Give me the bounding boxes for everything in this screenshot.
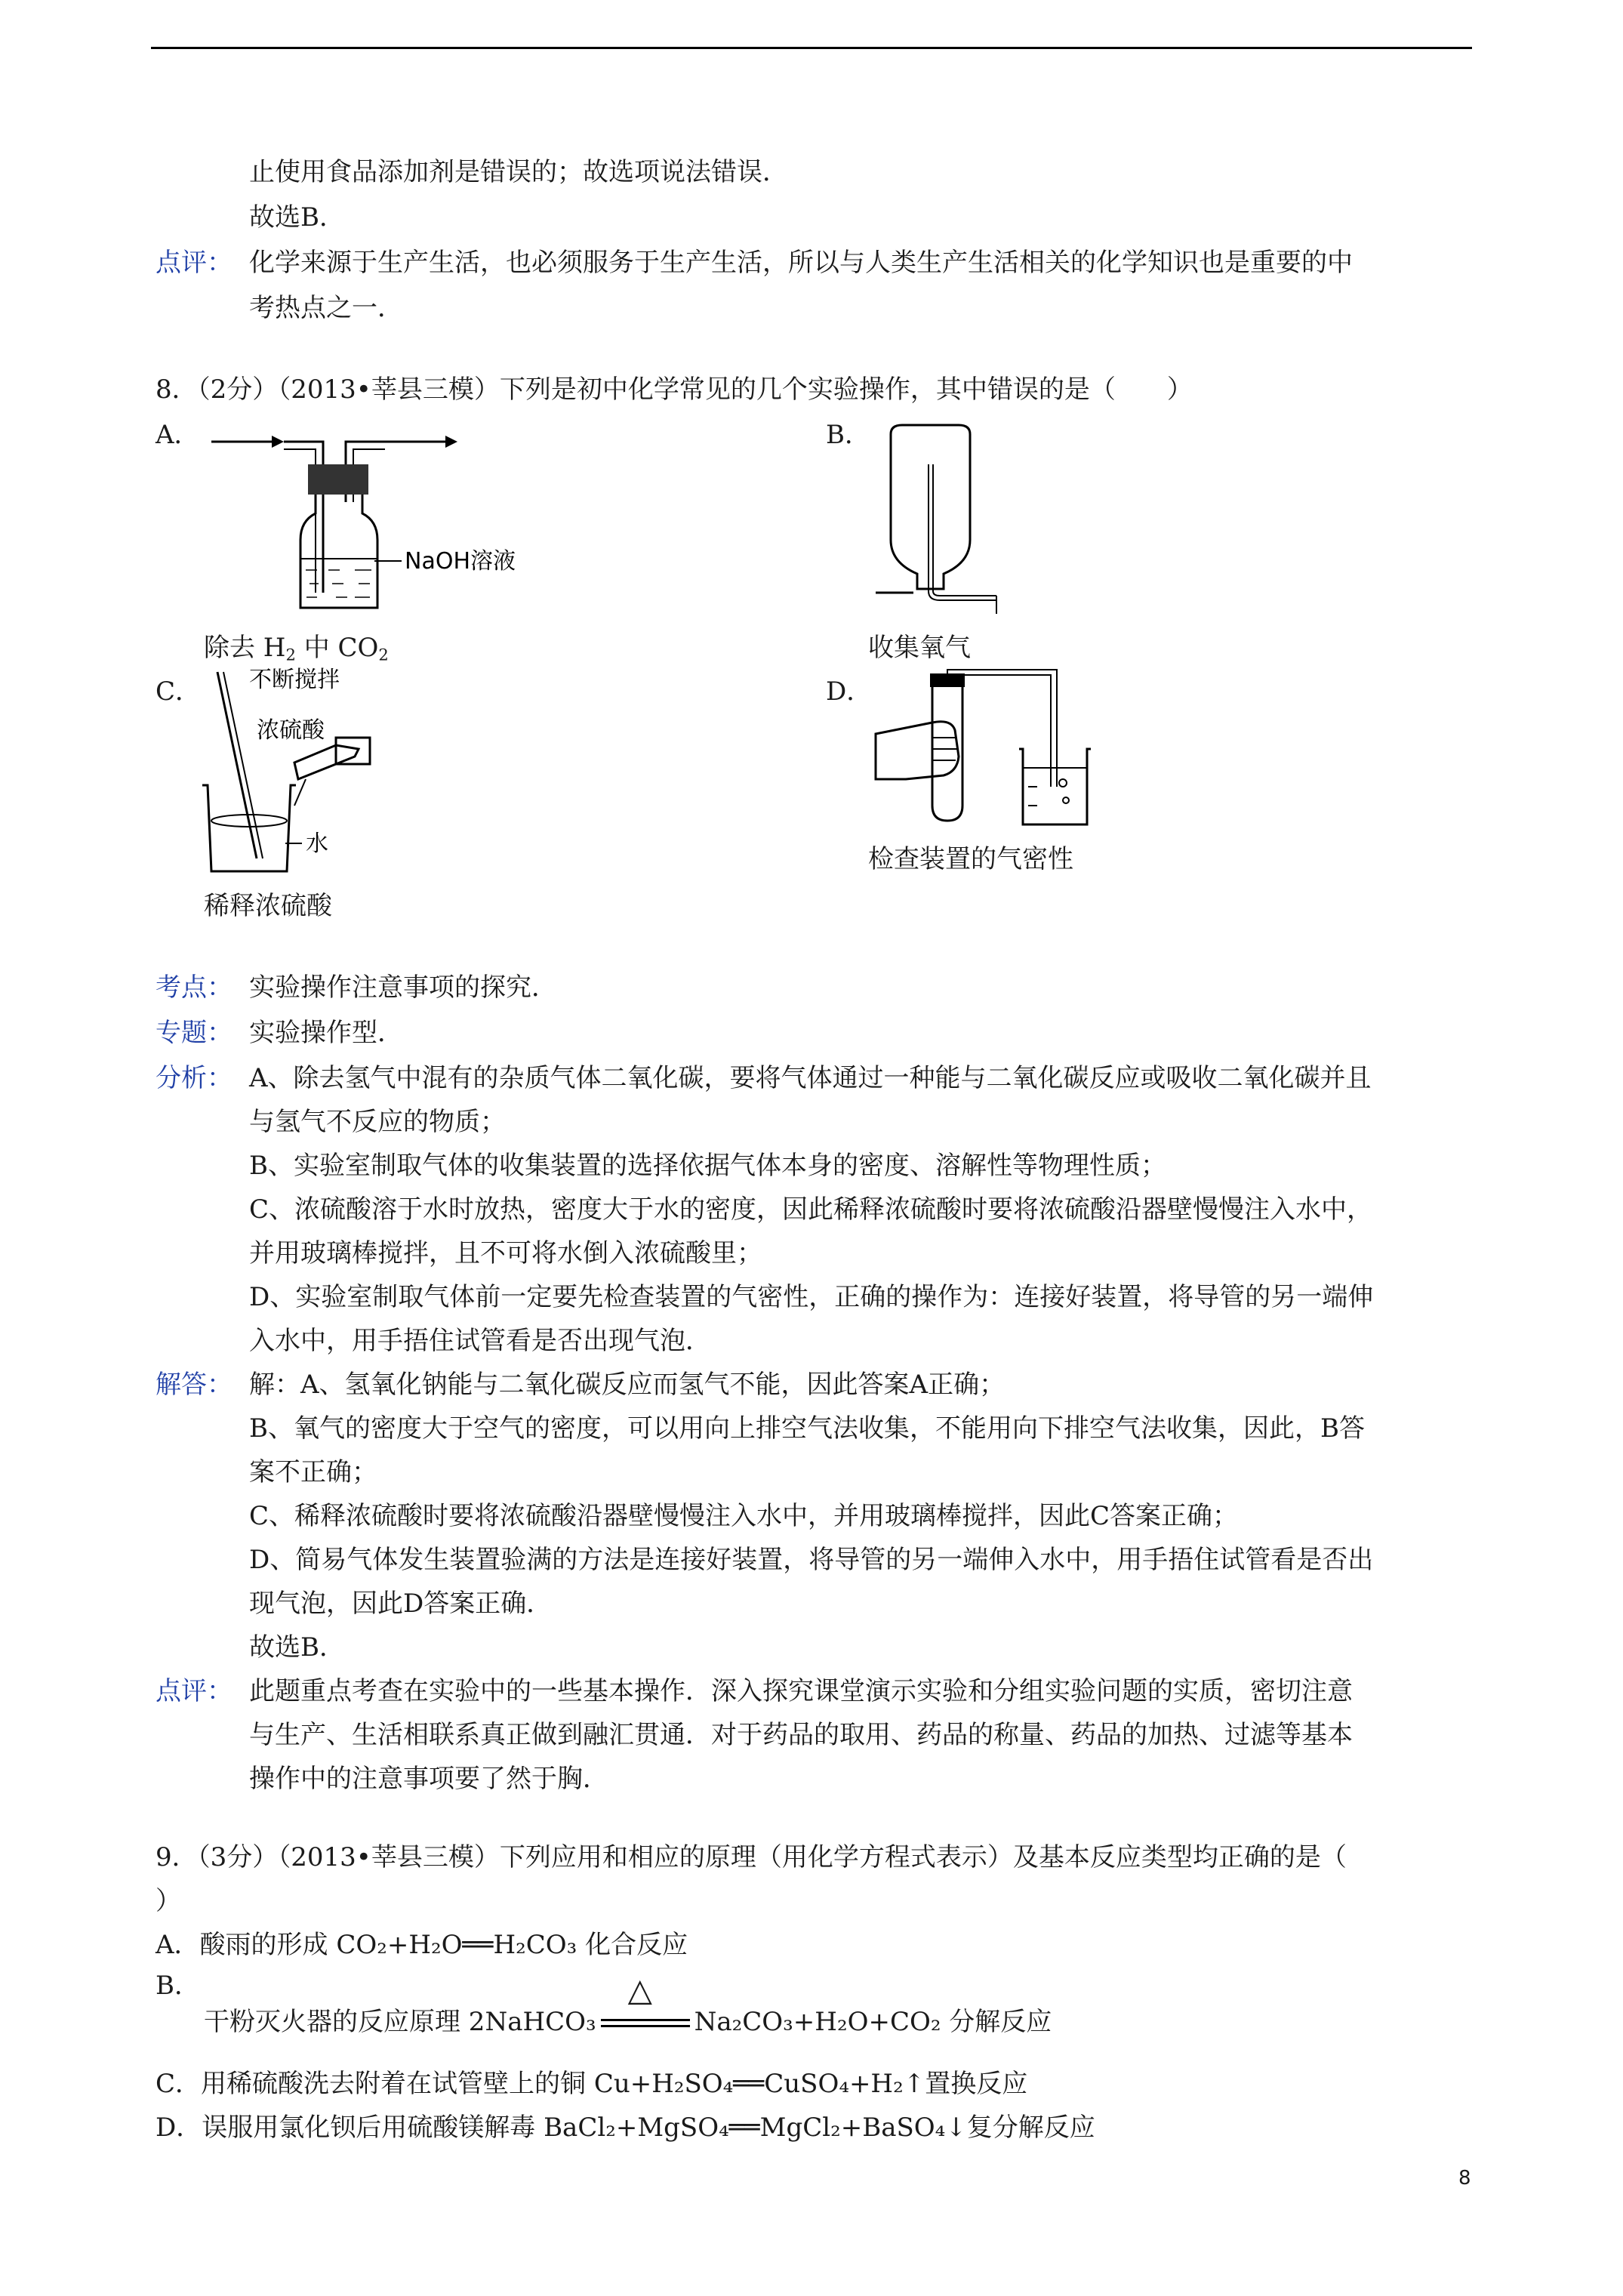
q9-stem-cont: ） <box>156 1886 181 1916</box>
fenxi-line: C、浓硫酸溶于水时放热，密度大于水的密度，因此稀释浓硫酸时要将浓硫酸沿器壁慢慢注入水中， <box>249 1194 1373 1225</box>
jieda-line: D、简易气体发生装置验满的方法是连接好装置，将导管的另一端伸入水中，用手捂住试管看是否出 <box>249 1545 1374 1575</box>
acid-label: 浓硫酸 <box>257 717 325 744</box>
jieda-line: 现气泡，因此D答案正确． <box>249 1589 553 1619</box>
q9-option-d <box>156 2113 1095 2143</box>
option-d-caption: 检查装置的气密性 <box>868 844 1073 874</box>
fenxi-line: 与氢气不反应的物质； <box>249 1107 506 1137</box>
kaodian-text: 实验操作注意事项的探究． <box>249 972 557 1003</box>
option-c-caption: 稀释浓硫酸 <box>204 891 332 921</box>
q7-dianping-line: 化学来源于生产生活，也必须服务于生产生活，所以与人类生产生活相关的化学知识也是重要的中 <box>249 248 1353 278</box>
caption-a-sub: 2 <box>285 645 296 664</box>
q8-option-b-letter: B． <box>826 420 870 450</box>
q7-dianping-line: 考热点之一． <box>249 293 403 323</box>
q9-c-text: 用稀硫酸洗去附着在试管壁上的铜 Cu+H₂SO₄══CuSO₄+H₂↑置换反应 <box>201 2069 1028 2099</box>
airtightness-check-figure <box>861 666 1110 832</box>
q9-a-letter: A． <box>156 1930 200 1960</box>
header-rule <box>151 47 1472 49</box>
caption-a-part: 除去 H <box>204 633 286 663</box>
kaodian-label: 考点： <box>156 972 233 1003</box>
equals-bar <box>601 2019 690 2027</box>
q7-answer: 故选B． <box>249 202 345 233</box>
heat-condition-sign <box>596 1971 694 2039</box>
q8-dianping-label: 点评： <box>156 1676 233 1706</box>
zhuanti-label: 专题： <box>156 1018 233 1048</box>
q9-b-reactant: 干粉灭火器的反应原理 2NaHCO₃ <box>204 2007 596 2037</box>
jieda-line: 故选B． <box>249 1632 345 1663</box>
q9-option-b-letter: B． <box>156 1971 200 2001</box>
q9-b-products: Na₂CO₃+H₂O+CO₂ 分解反应 <box>694 2007 1052 2037</box>
fenxi-line: 入水中，用手捂住试管看是否出现气泡． <box>249 1326 711 1356</box>
q9-option-b <box>204 1971 1052 2039</box>
fenxi-label: 分析： <box>156 1063 233 1093</box>
stir-label: 不断搅拌 <box>249 667 340 693</box>
q8-dianping-line: 与生产、生活相联系真正做到融汇贯通．对于药品的取用、药品的称量、药品的加热、过滤等基本 <box>249 1720 1353 1750</box>
fenxi-line: 并用玻璃棒搅拌，且不可将水倒入浓硫酸里； <box>249 1238 762 1268</box>
q7-dianping-label: 点评： <box>156 248 233 278</box>
q9-d-text: 误服用氯化钡后用硫酸镁解毒 BaCl₂+MgSO₄══MgCl₂+BaSO₄↓复分解反应 <box>202 2113 1095 2143</box>
jieda-line: 解：A、氢氧化钠能与二氧化碳反应而氢气不能，因此答案A正确； <box>249 1370 1006 1400</box>
zhuanti-text: 实验操作型． <box>249 1018 403 1048</box>
water-label: 水 <box>306 831 328 857</box>
fenxi-line: A、除去氢气中混有的杂质气体二氧化碳，要将气体通过一种能与二氧化碳反应或吸收二氧化碳并且 <box>249 1063 1372 1093</box>
q9-d-letter: D． <box>156 2113 202 2143</box>
q9-stem: 9．（3分）（2013•莘县三模）下列应用和相应的原理（用化学方程式表示）及基本反应类型均正确的是（ <box>156 1842 1347 1872</box>
jieda-line: 案不正确； <box>249 1457 377 1487</box>
option-b-caption: 收集氧气 <box>868 633 971 663</box>
q8-dianping-line: 操作中的注意事项要了然于胸． <box>249 1764 608 1794</box>
jieda-line: B、氧气的密度大于空气的密度，可以用向上排空气法收集，不能用向下排空气法收集，因此，B答 <box>249 1413 1365 1444</box>
q8-option-d-letter: D． <box>826 676 873 707</box>
jieda-label: 解答： <box>156 1370 233 1400</box>
q8-option-c-letter: C． <box>156 676 202 707</box>
q9-c-letter: C． <box>156 2069 202 2099</box>
dilute-sulfuric-acid-figure <box>181 666 513 885</box>
q9-option-c <box>156 2069 1027 2099</box>
q8-dianping-line: 此题重点考查在实验中的一些基本操作．深入探究课堂演示实验和分组实验问题的实质，密切注意 <box>249 1676 1353 1706</box>
caption-a-sub: 2 <box>378 645 389 664</box>
q8-stem: 8．（2分）（2013•莘县三模）下列是初中化学常见的几个实验操作，其中错误的是（ ） <box>156 374 1193 405</box>
q8-option-a-letter: A． <box>156 420 200 450</box>
jieda-line: C、稀释浓硫酸时要将浓硫酸沿器壁慢慢注入水中，并用玻璃棒搅拌，因此C答案正确； <box>249 1501 1239 1531</box>
q9-option-a <box>156 1930 688 1960</box>
fenxi-line: D、实验室制取气体前一定要先检查装置的气密性，正确的操作为：连接好装置，将导管的另一端伸 <box>249 1282 1374 1312</box>
caption-a-part: 中 CO <box>295 633 379 663</box>
q9-a-text: 酸雨的形成 CO₂+H₂O══H₂CO₃ 化合反应 <box>199 1930 688 1960</box>
gas-washing-bottle-figure <box>204 419 536 615</box>
inverted-bottle-collection-figure <box>861 419 1102 615</box>
delta-symbol: △ <box>627 1971 652 2008</box>
naoh-label: NaOH溶液 <box>405 548 516 575</box>
q7-text-line: 止使用食品添加剂是错误的；故选项说法错误． <box>249 157 788 187</box>
option-a-caption <box>204 633 389 670</box>
page-number: 8 <box>1458 2167 1471 2190</box>
fenxi-line: B、实验室制取气体的收集装置的选择依据气体本身的密度、溶解性等物理性质； <box>249 1151 1166 1181</box>
